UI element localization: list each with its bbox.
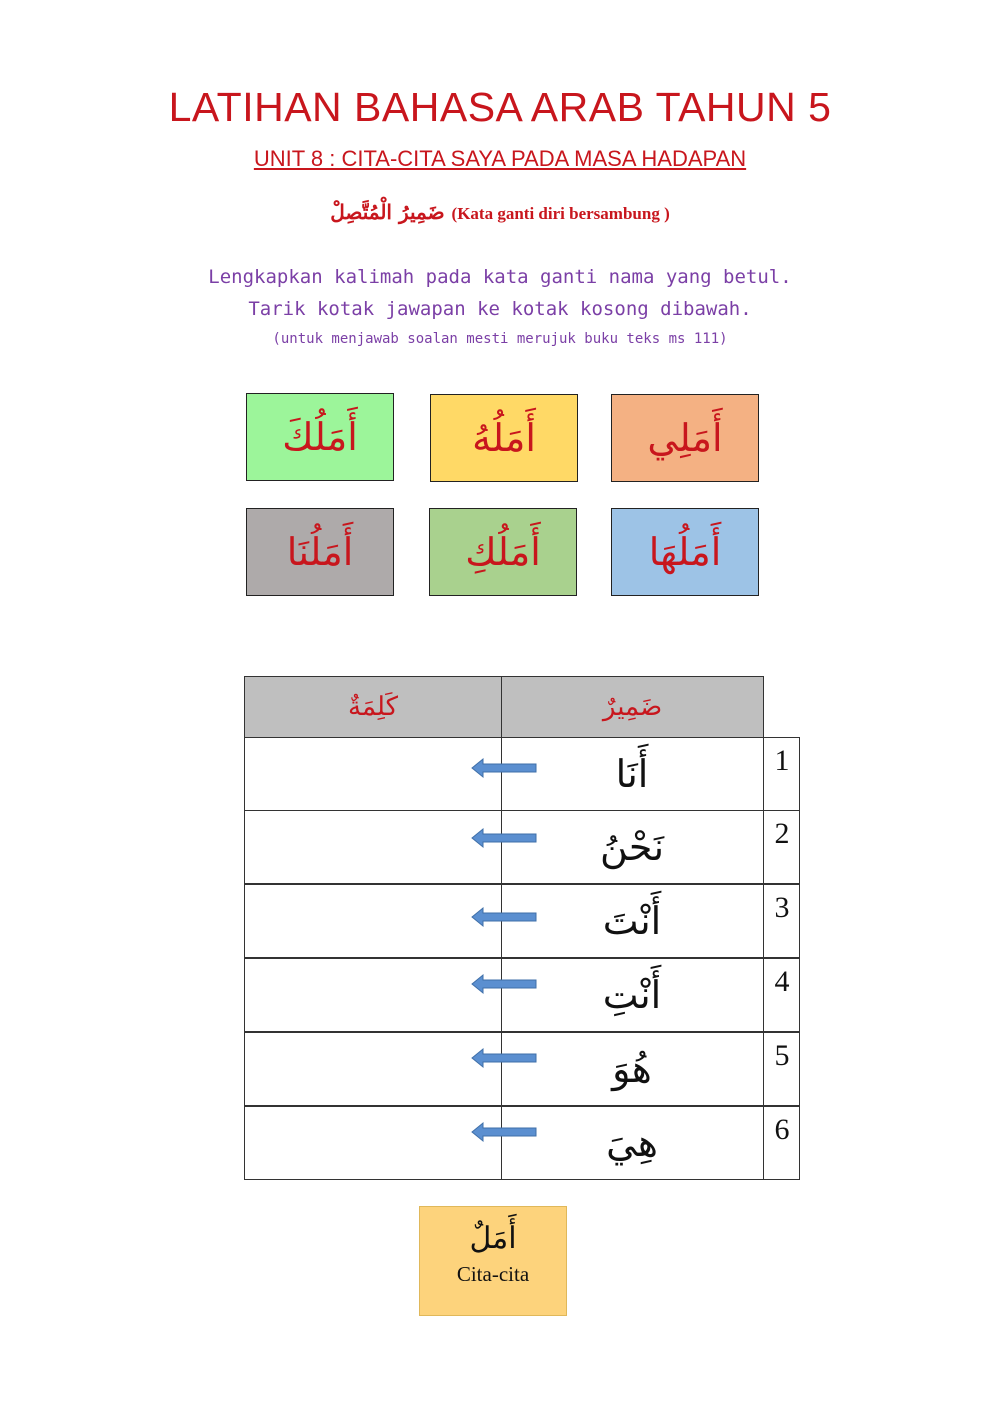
page-title: LATIHAN BAHASA ARAB TAHUN 5	[168, 84, 832, 130]
pronoun-1: أَنَا	[615, 752, 649, 796]
instruction-line-3: (untuk menjawab soalan mesti merujuk buku teks ms 111)	[272, 331, 728, 347]
drop-zone-3[interactable]	[244, 884, 502, 958]
column-header-dhamir: ضَمِيرٌ	[501, 676, 764, 738]
instruction-line-2: Tarik kotak jawapan ke kotak kosong dibawah.	[248, 298, 752, 320]
drop-zone-5[interactable]	[244, 1032, 502, 1106]
instruction-line-1: Lengkapkan kalimah pada kata ganti nama yang betul.	[208, 266, 792, 288]
pronoun-6: هِيَ	[606, 1121, 658, 1165]
answer-card-amaluna[interactable]: أَمَلُنَا	[246, 508, 394, 596]
arrow-left-icon	[470, 1047, 538, 1069]
pronoun-5: هُوَ	[612, 1047, 652, 1091]
arrow-left-icon	[470, 906, 538, 928]
pronoun-2: نَحْنُ	[599, 825, 665, 869]
drop-zone-4[interactable]	[244, 958, 502, 1032]
vocab-meaning: Cita-cita	[456, 1262, 530, 1286]
answer-card-amali[interactable]: أَمَلِي	[611, 394, 759, 482]
row-number-3: 3	[774, 891, 790, 924]
answer-card-amaluhu[interactable]: أَمَلُهُ	[430, 394, 578, 482]
answer-card-amaluha[interactable]: أَمَلُهَا	[611, 508, 759, 596]
pronoun-3: أَنْتَ	[602, 899, 662, 943]
topic-latin: (Kata ganti diri bersambung )	[451, 204, 670, 223]
drop-zone-1[interactable]	[244, 737, 502, 811]
row-number-4: 4	[774, 965, 790, 998]
vocab-arabic: أَمَلٌ	[469, 1221, 517, 1256]
drop-zone-2[interactable]	[244, 810, 502, 884]
column-header-kalimah: كَلِمَةٌ	[244, 676, 502, 738]
unit-subtitle: UNIT 8 : CITA-CITA SAYA PADA MASA HADAPAN	[253, 146, 747, 171]
row-number-2: 2	[774, 817, 790, 850]
vocab-note	[419, 1206, 567, 1316]
pronoun-4: أَنْتِ	[602, 973, 662, 1017]
arrow-left-icon	[470, 827, 538, 849]
row-number-5: 5	[774, 1039, 790, 1072]
row-number-1: 1	[774, 744, 790, 777]
arrow-left-icon	[470, 973, 538, 995]
topic-heading	[0, 200, 1000, 224]
topic-arabic: ضَمِيرُ الْمُتَّصِلْ	[330, 200, 445, 224]
drop-zone-6[interactable]	[244, 1106, 502, 1180]
arrow-left-icon	[470, 1121, 538, 1143]
answer-card-amaluki[interactable]: أَمَلُكِ	[429, 508, 577, 596]
arrow-left-icon	[470, 757, 538, 779]
row-number-6: 6	[774, 1113, 790, 1146]
answer-card-amaluka[interactable]: أَمَلُكَ	[246, 393, 394, 481]
